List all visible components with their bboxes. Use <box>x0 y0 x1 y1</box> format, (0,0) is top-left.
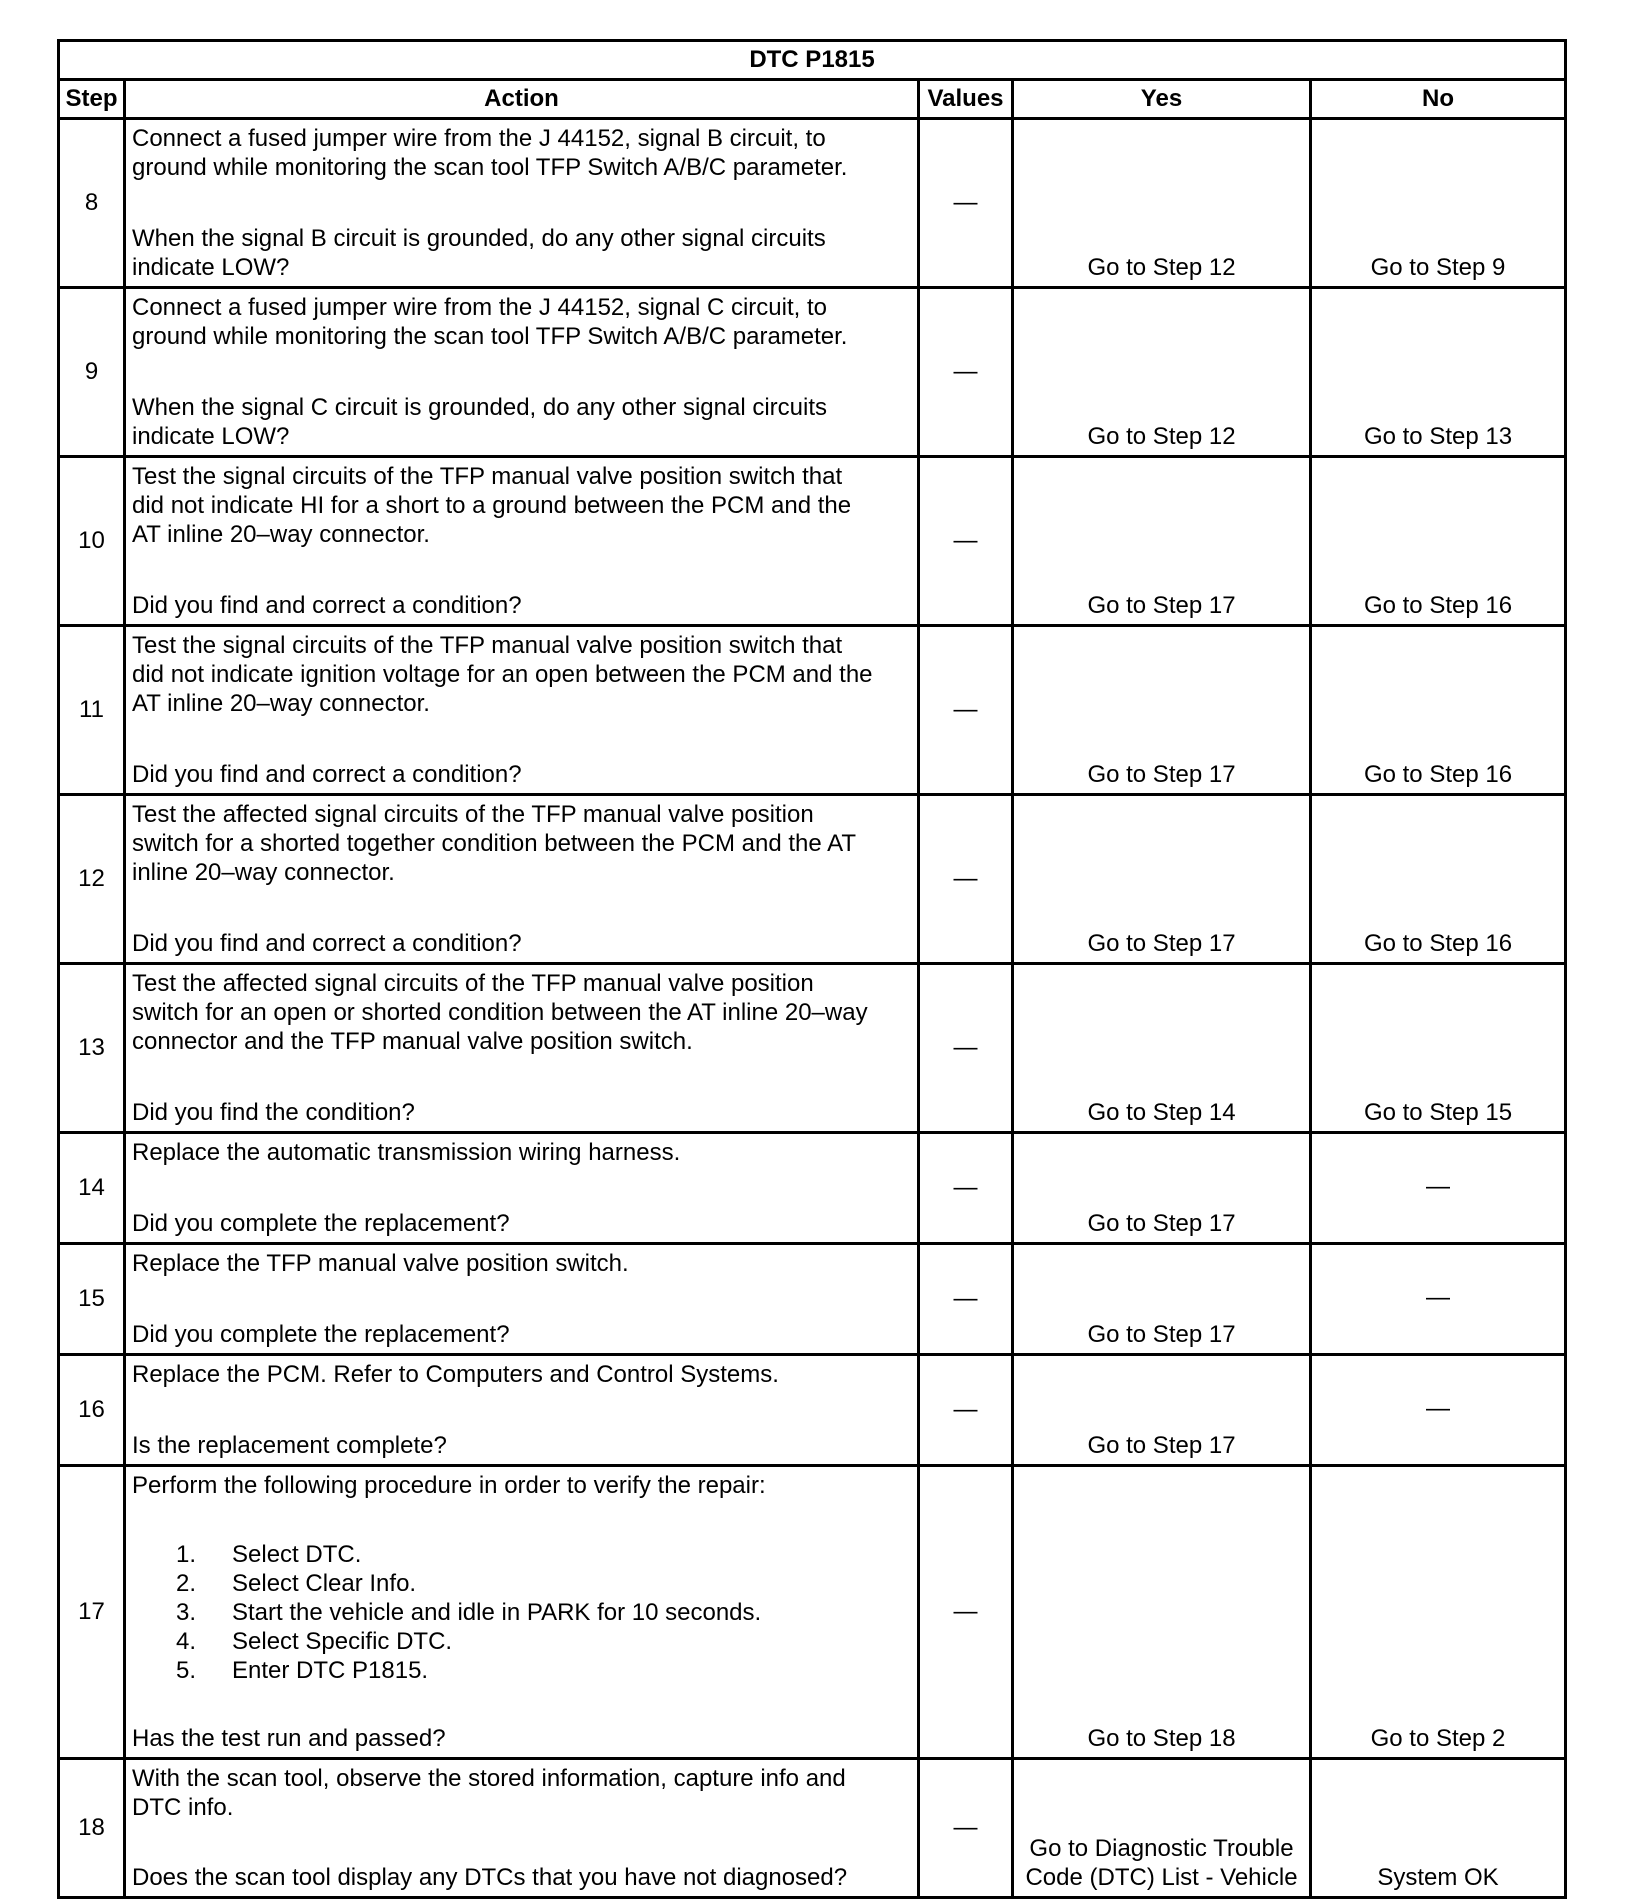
action-cell <box>125 1759 919 1898</box>
table-row <box>59 626 1566 795</box>
step-number: 14 <box>59 1133 125 1244</box>
action-text: Connect a fused jumper wire from the J 44152, signal B circuit, to ground while monitoring the scan tool TFP Switch A/B/C parameter. <box>132 125 848 181</box>
action-question: Did you find and correct a condition? <box>132 930 522 957</box>
yes-cell: Go to Step 12 <box>1013 288 1311 457</box>
table-row <box>59 1355 1566 1466</box>
action-question: Did you find and correct a condition? <box>132 761 522 788</box>
action-question: Did you find the condition? <box>132 1099 415 1126</box>
header-step: Step <box>59 80 125 119</box>
action-question: Has the test run and passed? <box>132 1725 446 1752</box>
table-row <box>59 1133 1566 1244</box>
step-number: 8 <box>59 119 125 288</box>
step-number: 11 <box>59 626 125 795</box>
values-cell: — <box>919 1466 1013 1759</box>
table-row <box>59 964 1566 1133</box>
table-row <box>59 1466 1566 1759</box>
step-number: 15 <box>59 1244 125 1355</box>
header-no: No <box>1311 80 1566 119</box>
table-row <box>59 119 1566 288</box>
action-question: Does the scan tool display any DTCs that you have not diagnosed? <box>132 1864 848 1891</box>
values-cell: — <box>919 288 1013 457</box>
values-cell: — <box>919 119 1013 288</box>
action-text: Connect a fused jumper wire from the J 44152, signal C circuit, to ground while monitoring the scan tool TFP Switch A/B/C parameter. <box>132 294 848 350</box>
procedure-list <box>132 1540 911 1685</box>
yes-cell: Go to Step 17 <box>1013 795 1311 964</box>
action-text: Replace the automatic transmission wiring harness. <box>132 1139 681 1166</box>
no-cell: System OK <box>1311 1759 1566 1898</box>
values-cell: — <box>919 1133 1013 1244</box>
action-text: Test the signal circuits of the TFP manual valve position switch that did not indicate ignition voltage for an open between the PCM and the AT inline 20–way connector. <box>132 632 873 717</box>
no-cell: — <box>1311 1244 1566 1355</box>
table-row <box>59 288 1566 457</box>
yes-cell: Go to Step 18 <box>1013 1466 1311 1759</box>
action-question: Did you complete the replacement? <box>132 1321 510 1348</box>
action-question: When the signal C circuit is grounded, do any other signal circuits indicate LOW? <box>132 394 828 450</box>
action-question: Is the replacement complete? <box>132 1432 447 1459</box>
action-cell <box>125 1355 919 1466</box>
procedure-step: 1. Select DTC. <box>176 1540 362 1568</box>
action-cell <box>125 457 919 626</box>
values-cell: — <box>919 795 1013 964</box>
action-question: When the signal B circuit is grounded, do any other signal circuits indicate LOW? <box>132 225 826 281</box>
yes-cell: Go to Step 17 <box>1013 1244 1311 1355</box>
action-cell <box>125 795 919 964</box>
yes-cell: Go to Step 17 <box>1013 1355 1311 1466</box>
step-number: 18 <box>59 1759 125 1898</box>
no-cell: — <box>1311 1355 1566 1466</box>
action-cell <box>125 1133 919 1244</box>
action-question: Did you complete the replacement? <box>132 1210 510 1237</box>
action-cell <box>125 288 919 457</box>
action-question: Did you find and correct a condition? <box>132 592 522 619</box>
no-cell: — <box>1311 1133 1566 1244</box>
procedure-step: 4. Select Specific DTC. <box>176 1627 453 1655</box>
procedure-step: 3. Start the vehicle and idle in PARK for 10 seconds. <box>176 1598 762 1626</box>
action-text: Replace the TFP manual valve position switch. <box>132 1250 629 1277</box>
table-row <box>59 1759 1566 1898</box>
dtc-table <box>57 39 1567 1899</box>
action-text: Test the affected signal circuits of the TFP manual valve position switch for a shorted together condition between the PCM and the AT inline 20–way connector. <box>132 801 856 886</box>
table-title: DTC P1815 <box>59 41 1566 80</box>
procedure-step: 2. Select Clear Info. <box>176 1569 417 1597</box>
yes-cell: Go to Step 17 <box>1013 626 1311 795</box>
header-values: Values <box>919 80 1013 119</box>
action-cell <box>125 626 919 795</box>
step-number: 10 <box>59 457 125 626</box>
values-cell: — <box>919 1759 1013 1898</box>
no-cell: Go to Step 16 <box>1311 795 1566 964</box>
header-action: Action <box>125 80 919 119</box>
action-cell <box>125 1466 919 1759</box>
no-cell: Go to Step 16 <box>1311 457 1566 626</box>
action-text: Perform the following procedure in order to verify the repair: <box>132 1472 766 1499</box>
no-cell: Go to Step 16 <box>1311 626 1566 795</box>
table-row <box>59 795 1566 964</box>
values-cell: — <box>919 1244 1013 1355</box>
no-cell: Go to Step 2 <box>1311 1466 1566 1759</box>
action-text: With the scan tool, observe the stored information, capture info and DTC info. <box>132 1765 846 1821</box>
table-row <box>59 457 1566 626</box>
yes-cell: Go to Step 17 <box>1013 457 1311 626</box>
yes-cell: Go to Step 12 <box>1013 119 1311 288</box>
no-cell: Go to Step 13 <box>1311 288 1566 457</box>
yes-cell: Go to Step 14 <box>1013 964 1311 1133</box>
yes-cell: Go to Step 17 <box>1013 1133 1311 1244</box>
table-row <box>59 1244 1566 1355</box>
action-cell <box>125 964 919 1133</box>
action-text: Test the signal circuits of the TFP manual valve position switch that did not indicate HI for a short to a ground between the PCM and the AT inline 20–way connector. <box>132 463 852 548</box>
step-number: 12 <box>59 795 125 964</box>
values-cell: — <box>919 1355 1013 1466</box>
no-cell: Go to Step 15 <box>1311 964 1566 1133</box>
action-text: Test the affected signal circuits of the TFP manual valve position switch for an open or shorted condition between the AT inline 20–way connector and the TFP manual valve position switch. <box>132 970 868 1055</box>
no-cell: Go to Step 9 <box>1311 119 1566 288</box>
action-cell <box>125 119 919 288</box>
yes-cell: Go to Diagnostic Trouble Code (DTC) List - Vehicle <box>1013 1759 1311 1898</box>
values-cell: — <box>919 457 1013 626</box>
step-number: 17 <box>59 1466 125 1759</box>
action-text: Replace the PCM. Refer to Computers and Control Systems. <box>132 1361 779 1388</box>
values-cell: — <box>919 964 1013 1133</box>
action-cell <box>125 1244 919 1355</box>
values-cell: — <box>919 626 1013 795</box>
step-number: 9 <box>59 288 125 457</box>
procedure-step: 5. Enter DTC P1815. <box>176 1656 429 1684</box>
step-number: 13 <box>59 964 125 1133</box>
header-yes: Yes <box>1013 80 1311 119</box>
step-number: 16 <box>59 1355 125 1466</box>
